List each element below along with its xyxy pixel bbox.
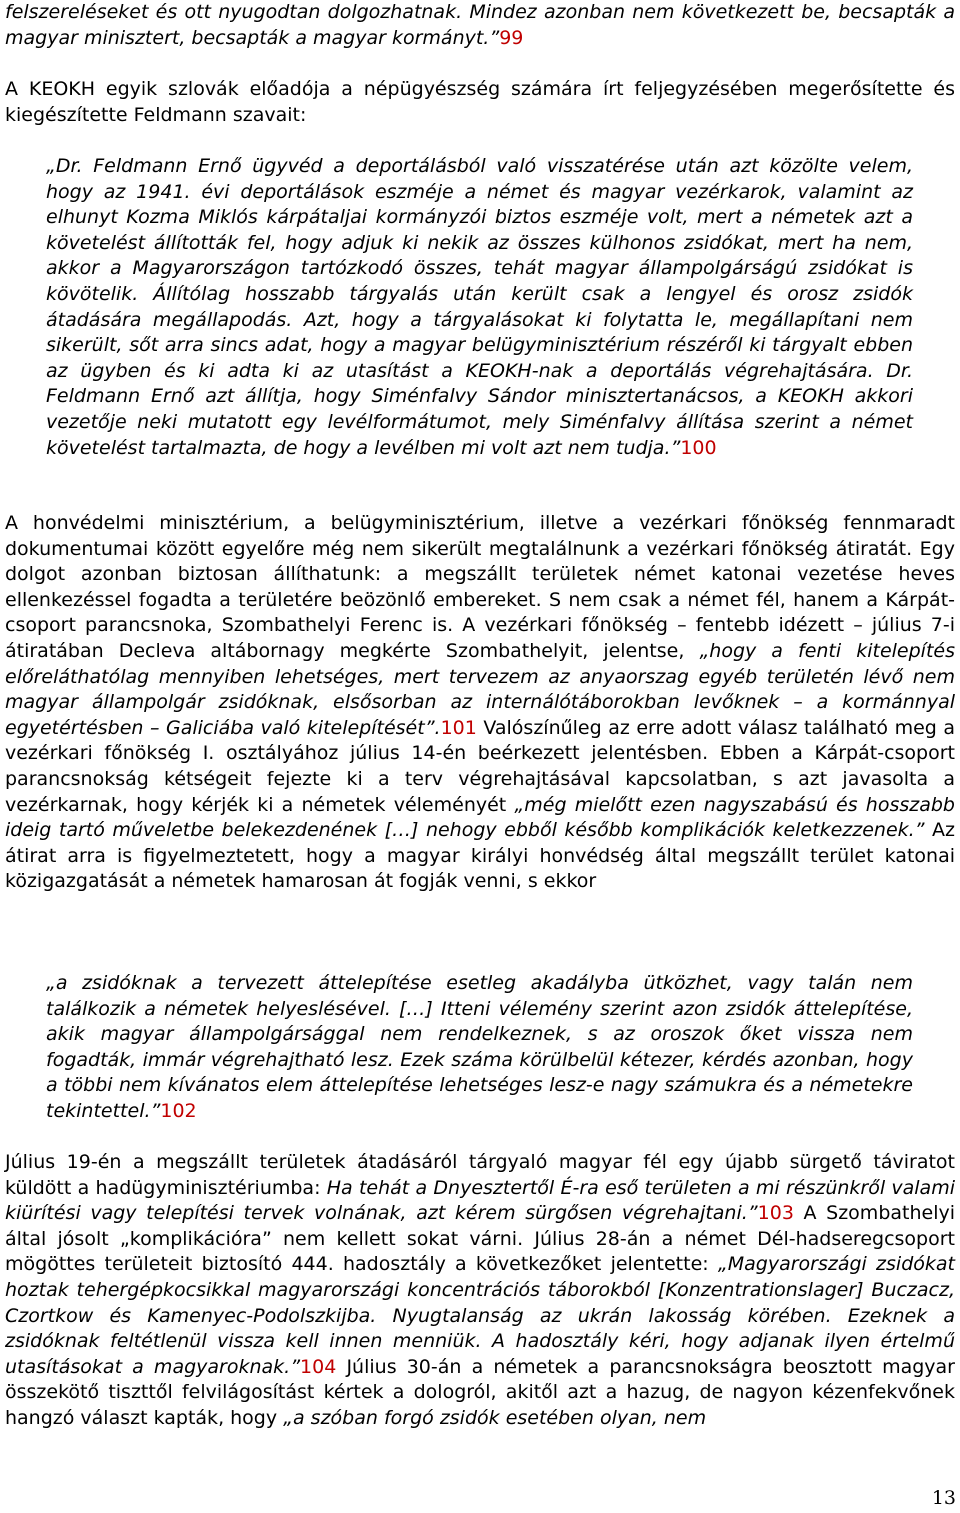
paragraph-4-quote-2: „Magyarországi zsidókat hoztak tehergépkocsikkal magyarországi koncentrációs táborokból [Konzentrationslager] Buczacz, Czortkow és Kamenyec-Podolszkijba. Nyugtalanság az ukrán lakosság körében. Ezeknek a zsidóknak feltétlenül vissza kell innen menniük. A hadosztály kéri, hogy adjanak ilyen értelmű utasításokat a magyaroknak.” (5, 1253, 955, 1378)
paragraph-4-text-2: A Szombathelyi által jósolt „komplikációra” nem kellett sokat várni. Július 28-án a német Dél-hadseregcsoport mögöttes területeit biztosító 444. hadosztály a következőket jelentette: (5, 1202, 956, 1276)
paragraph-3-text-3: Az átirat arra is figyelmeztetett, hogy a magyar királyi honvédség által megszállt terület katonai közigazgatását a németek hamarosan át fogják venni, s ekkor (5, 819, 956, 893)
block-quote-2-text: „a zsidóknak a tervezett áttelepítése esetleg akadályba ütközhet, vagy talán nem találkozik a németek helyeslésével. […] Itteni vélemény szerint azon zsidók áttelepítése, akik magyar állampolgársággal nem rendelkeznek, s az oroszok őket vissza nem fogadták, immár végrehajtható lesz. Ezek száma körülbelül kétezer, kérdés azonban, hogy a többi nem kívánatos elem áttelepítése lehetséges lesz-e nagy számukra és a németekre tekintettel.” (46, 972, 913, 1122)
paragraph-3-text-1: A honvédelmi minisztérium, a belügyminisztérium, illetve a vezérkari főnökség fennmaradt dokumentumai között egyelőre még nem sikerült megtalálnunk a vezérkari főnökség átiratát. Egy dolgot azonban biztosan állíthatunk: a megszállt területek német katonai vezetése heves ellenkezéssel fogadta a területére beözönlő embereket. S nem csak a német fél, hanem a Kárpát-csoport parancsnoka, Szombathelyi Ferenc is. A vezérkari főnökség – fentebb idézett – július 7-i átiratában Decleva altábornagy megkérte Szombathelyit, jelentse, (5, 512, 955, 662)
footnote-ref-100[interactable]: 100 (680, 436, 717, 459)
footnote-ref-102[interactable]: 102 (160, 1099, 197, 1122)
paragraph-1-text: felszereléseket és ott nyugodtan dolgozhatnak. Mindez azonban nem következett be, becsapták a magyar minisztert, becsapták a magyar kormányt.” (5, 1, 955, 49)
paragraph-3-text-2: Valószínűleg az erre adott válasz található meg a vezérkari főnökség I. osztályához július 14-én beérkezett jelentésben. Ebben a Kárpát-csoport parancsnokság kétségeit fejezte ki a terv végrehajtásával kapcsolatban, s azt javasolta a vezérkarnak, hogy kérjék ki a németek véleményét (5, 716, 955, 816)
block-quote-1 (46, 154, 913, 461)
paragraph-1 (5, 0, 955, 51)
block-quote-1-text: „Dr. Feldmann Ernő ügyvéd a deportálásból való visszatérése után azt közölte velem, hogy az 1941. évi deportálások eszméje a német és magyar vezérkarok, valamint az elhunyt Kozma Miklós kárpátaljai kormányzói biztos eszméje volt, mert a németek azt a követelést állították fel, hogy adjuk ki nekik az összes külhonos zsidókat, mert ha nem, akkor a Magyarországon tartózkodó összes, tehát magyar állampolgárságú zsidókat is kövötelik. Állítólag hosszabb tárgyalás után került csak a lengyel és orosz zsidók átadására megállapodás. Azt, hogy a tárgyalásokat ki folytatta le, megállapítani nem sikerült, sőt arra sincs adat, hogy a magyar belügyminisztérium részéről ki tárgyalt ebben az ügyben és ki adta ki az utasítást a KEOKH-nak a deportálás végrehajtására. Dr. Feldmann Ernő azt állítja, hogy Siménfalvy Sándor minisztertanácsos, a KEOKH akkori vezetője neki mutatott egy levélformátumot, mely Siménfalvy állítása szerint a német követelést tartalmazta, de hogy a levélben mi volt azt nem tudja.” (46, 155, 913, 459)
paragraph-4-text-1: Július 19-én a megszállt területek átadásáról tárgyaló magyar fél egy újabb sürgető táviratot küldött a hadügyminisztériumba: (5, 1151, 955, 1199)
paragraph-3-quote-2: „még mielőtt ezen nagyszabású és hosszabb ideig tartó műveletbe belekezdenének […] nehogy ebből később komplikációk keletkezzenek.” (5, 793, 955, 842)
footnote-ref-101[interactable]: 101 (440, 716, 477, 739)
footnote-ref-99[interactable]: 99 (499, 26, 524, 49)
paragraph-2: A KEOKH egyik szlovák előadója a népügyészség számára írt feljegyzésében megerősítette és kiegészítette Feldmann szavait: (5, 78, 955, 126)
footnote-ref-103[interactable]: 103 (757, 1202, 794, 1225)
paragraph-3-quote-1: „hogy a fenti kitelepítés előreláthatólag mennyiben lehetséges, mert tervezem az anyaorszag egyéb területén lévő nem magyar állampolgár zsidóknak, elsősorban az internálótáborokban levőknek – a kormánnyal egyetértésben – Galiciába való kitelepítését”. (5, 639, 955, 739)
paragraph-4-text-3: Július 30-án a németek a parancsnokságra beosztott magyar összekötő tiszttől felvilágosítást kértek a dologról, akitől azt a hazug, de nagyon kézenfekvőnek hangzó választ kapták, hogy (5, 1355, 955, 1429)
paragraph-4-quote-1: Ha tehát a Dnyesztertől É-ra eső területen a mi részünkről valami kiürítési vagy telepítési tervek volnának, azt kérem sürgősen végrehajtani.” (5, 1176, 955, 1225)
paragraph-4 (5, 1150, 955, 1432)
paragraph-3 (5, 511, 955, 895)
block-quote-2 (46, 971, 913, 1125)
paragraph-4-quote-3: „a szóban forgó zsidók esetében olyan, nem (283, 1406, 707, 1429)
footnote-ref-104[interactable]: 104 (300, 1355, 337, 1378)
page-number: 13 (931, 1487, 956, 1509)
